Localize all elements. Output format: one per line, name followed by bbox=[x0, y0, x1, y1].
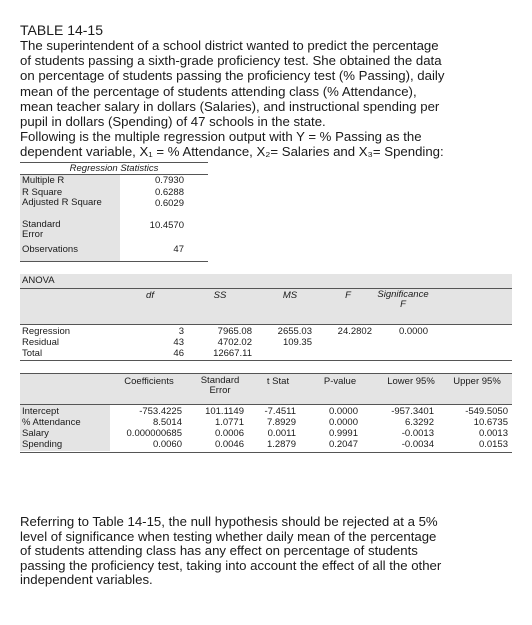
question-line: passing the proficiency test, taking into account the effect of all the other bbox=[20, 557, 442, 573]
coef-tstat: 7.8929 bbox=[266, 416, 296, 428]
intro-line: mean teacher salary in dollars (Salaries), and instructional spending per bbox=[20, 98, 440, 114]
question-text bbox=[20, 515, 512, 588]
document-page bbox=[20, 22, 520, 498]
anova-label-shading bbox=[20, 274, 512, 288]
anova-header-f: F bbox=[345, 289, 351, 301]
coef-tstat: 1.2879 bbox=[266, 438, 296, 450]
intro-line: The superintendent of a school district wanted to predict the percentage bbox=[20, 38, 439, 53]
question-line: Referring to Table 14-15, the null hypothesis should be rejected at a 5% bbox=[20, 514, 438, 529]
stat-label: Multiple R bbox=[22, 174, 65, 186]
coef-lower95: 6.3292 bbox=[404, 416, 434, 428]
anova-df: 46 bbox=[173, 347, 184, 359]
coef-se: 1.0771 bbox=[214, 416, 244, 428]
coef-lower95: -0.0034 bbox=[401, 438, 434, 450]
coef-value: 0.0060 bbox=[152, 438, 182, 450]
coef-row-label: Spending bbox=[22, 438, 63, 450]
coef-tstat: -7.4511 bbox=[264, 405, 296, 417]
coef-value: -753.4225 bbox=[139, 405, 182, 417]
coef-se: 101.1149 bbox=[205, 405, 244, 417]
rule bbox=[20, 288, 512, 289]
regression-statistics-header: Regression Statistics bbox=[69, 162, 159, 174]
coef-upper95: -549.5050 bbox=[465, 405, 508, 417]
question-line: of students attending class has any effect on percentage of students bbox=[20, 543, 418, 559]
anova-header-significance: Significance F bbox=[377, 288, 429, 310]
anova-row-label: Regression bbox=[22, 325, 71, 337]
anova-row-label: Total bbox=[22, 347, 43, 359]
coef-row-label: Intercept bbox=[22, 405, 59, 417]
regression-output-figure bbox=[20, 162, 512, 498]
coef-header-tstat: t Stat bbox=[266, 375, 290, 387]
anova-header-df: df bbox=[146, 289, 154, 301]
coef-se: 0.0046 bbox=[214, 438, 244, 450]
coef-value: 8.5014 bbox=[152, 416, 182, 428]
anova-header-ss: SS bbox=[213, 289, 227, 301]
anova-ss: 4702.02 bbox=[217, 336, 252, 348]
anova-sig: 0.0000 bbox=[398, 325, 428, 337]
anova-ms: 109.35 bbox=[282, 336, 312, 348]
coef-pvalue: 0.0000 bbox=[328, 416, 358, 428]
stat-value: 0.7930 bbox=[154, 174, 184, 186]
stat-label: Adjusted R Square bbox=[22, 196, 102, 208]
coef-upper95: 0.0013 bbox=[478, 427, 508, 439]
anova-df: 3 bbox=[178, 325, 184, 337]
table-title: TABLE 14-15 bbox=[20, 22, 104, 38]
stat-value: 47 bbox=[173, 243, 184, 255]
stat-label: Observations bbox=[22, 243, 78, 255]
question-line: level of significance when testing whether daily mean of the percentage bbox=[20, 528, 437, 544]
rule bbox=[20, 452, 512, 453]
anova-ss: 12667.11 bbox=[213, 347, 252, 359]
coef-header-coefficients: Coefficients bbox=[124, 375, 174, 387]
coef-header-upper95: Upper 95% bbox=[453, 375, 501, 387]
coef-pvalue: 0.2047 bbox=[328, 438, 358, 450]
intro-line: Following is the multiple regression output with Y = % Passing as the bbox=[20, 129, 422, 145]
coef-lower95: -0.0013 bbox=[401, 427, 434, 439]
anova-ss: 7965.08 bbox=[217, 325, 252, 337]
coef-tstat: 0.0011 bbox=[267, 427, 296, 439]
coef-header-lower95: Lower 95% bbox=[387, 375, 435, 387]
coef-row-label: % Attendance bbox=[22, 416, 81, 428]
intro-line: on percentage of students passing the proficiency test (% Passing), daily bbox=[20, 68, 445, 84]
stat-value: 0.6029 bbox=[154, 197, 184, 209]
coef-upper95: 10.6735 bbox=[473, 416, 508, 428]
stat-label: Standard Error bbox=[22, 218, 61, 240]
intro-line: pupil in dollars (Spending) of 47 schools in the state. bbox=[20, 114, 326, 130]
intro-line: of students passing a sixth-grade proficiency test. She obtained the data bbox=[20, 53, 442, 69]
intro-line: dependent variable, X₁ = % Attendance, X₂= Salaries and X₃= Spending: bbox=[20, 144, 444, 160]
coef-lower95: -957.3401 bbox=[391, 405, 434, 417]
coef-value: 0.000000685 bbox=[126, 427, 182, 439]
coef-header-std-error: Standard Error bbox=[200, 374, 240, 396]
question-line: independent variables. bbox=[20, 572, 153, 588]
anova-f: 24.2802 bbox=[337, 325, 372, 337]
intro-line: mean of the percentage of students attending class (% Attendance), bbox=[20, 83, 417, 99]
anova-header-ms: MS bbox=[282, 289, 298, 301]
coef-se: 0.0006 bbox=[214, 427, 244, 439]
stat-label: R Square bbox=[22, 186, 63, 198]
rule bbox=[20, 360, 512, 361]
coef-row-label: Salary bbox=[22, 427, 49, 439]
anova-df: 43 bbox=[173, 336, 184, 348]
stat-value: 0.6288 bbox=[154, 186, 184, 198]
anova-ms: 2655.03 bbox=[277, 325, 312, 337]
rule bbox=[20, 324, 512, 325]
anova-row-label: Residual bbox=[22, 336, 59, 348]
anova-label: ANOVA bbox=[22, 274, 55, 286]
coef-upper95: 0.0153 bbox=[478, 438, 508, 450]
rule bbox=[20, 261, 208, 262]
coef-pvalue: 0.9991 bbox=[328, 427, 358, 439]
coef-header-pvalue: P-value bbox=[323, 375, 357, 387]
stat-value: 10.4570 bbox=[149, 219, 184, 231]
coef-pvalue: 0.0000 bbox=[328, 405, 358, 417]
